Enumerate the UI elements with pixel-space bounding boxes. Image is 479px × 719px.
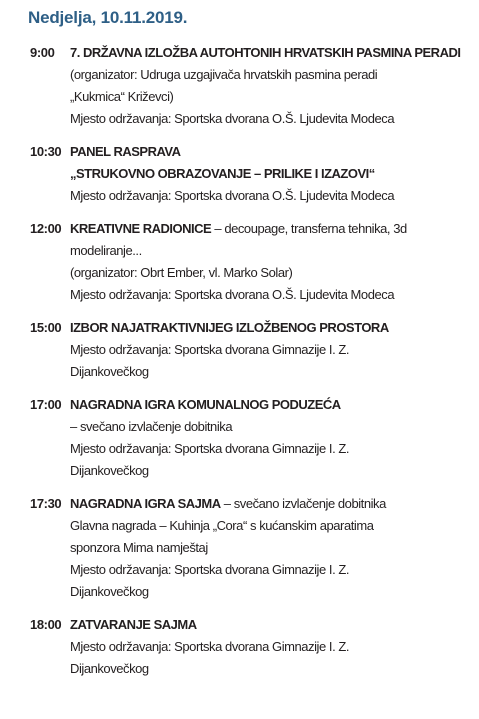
event-time: 17:00 [30,397,62,412]
event-title: NAGRADNA IGRA KOMUNALNOG PODUZEĆA [70,397,341,412]
event-content [70,614,470,680]
event-title-rest: – svečano izvlačenje dobitnika [220,496,386,511]
event-content [70,394,470,482]
event-time: 18:00 [30,617,62,632]
event-location: Mjesto održavanja: Sportska dvorana Gimnazije I. Z. [70,441,350,456]
event-content [70,141,470,207]
event-location: Mjesto održavanja: Sportska dvorana Gimnazije I. Z. [70,562,350,577]
event-title: 7. DRŽAVNA IZLOŽBA AUTOHTONIH HRVATSKIH PASMINA PERADI [70,45,461,60]
event-1500 [0,317,479,383]
event-location: Dijankovečkog [70,364,149,379]
event-content [70,493,470,603]
event-0900 [0,42,479,130]
event-time: 15:00 [30,320,62,335]
event-location: Mjesto održavanja: Sportska dvorana Gimnazije I. Z. [70,639,350,654]
event-1030 [0,141,479,207]
event-subtitle: – svečano izvlačenje dobitnika [70,419,233,434]
event-location: Dijankovečkog [70,584,149,599]
event-title: IZBOR NAJATRAKTIVNIJEG IZLOŽBENOG PROSTORA [70,320,389,335]
event-1700 [0,394,479,482]
event-organizer: (organizator: Udruga uzgajivača hrvatskih pasmina peradi [70,67,378,82]
event-location: Mjesto održavanja: Sportska dvorana Gimnazije I. Z. [70,342,350,357]
event-subtitle: „STRUKOVNO OBRAZOVANJE – PRILIKE I IZAZOVI“ [70,166,375,181]
event-time: 10:30 [30,144,62,159]
event-prize: sponzora Mima namještaj [70,540,208,555]
event-title-continued: modeliranje... [70,243,142,258]
event-title-line [70,218,470,240]
event-time: 12:00 [30,221,62,236]
event-location: Mjesto održavanja: Sportska dvorana O.Š. Ljudevita Modeca [70,188,395,203]
event-time: 17:30 [30,496,62,511]
event-1730 [0,493,479,603]
event-title: ZATVARANJE SAJMA [70,617,197,632]
event-content [70,317,470,383]
event-location: Mjesto održavanja: Sportska dvorana O.Š. Ljudevita Modeca [70,111,395,126]
event-content [70,42,470,130]
event-title-line [70,493,470,515]
event-time: 9:00 [30,45,55,60]
event-list [0,42,479,691]
event-organizer: „Kukmica“ Križevci) [70,89,174,104]
event-1200 [0,218,479,306]
event-location: Dijankovečkog [70,661,149,676]
event-title-rest: – decoupage, transferna tehnika, 3d [211,221,407,236]
event-organizer: (organizator: Obrt Ember, vl. Marko Solar) [70,265,293,280]
event-location: Dijankovečkog [70,463,149,478]
day-title: Nedjelja, 10.11.2019. [28,8,188,27]
event-content [70,218,470,306]
event-title: PANEL RASPRAVA [70,144,181,159]
event-title: NAGRADNA IGRA SAJMA [70,496,221,511]
event-1800 [0,614,479,680]
event-title: KREATIVNE RADIONICE [70,221,212,236]
event-prize: Glavna nagrada – Kuhinja „Cora“ s kućanskim aparatima [70,518,374,533]
event-location: Mjesto održavanja: Sportska dvorana O.Š. Ljudevita Modeca [70,287,395,302]
